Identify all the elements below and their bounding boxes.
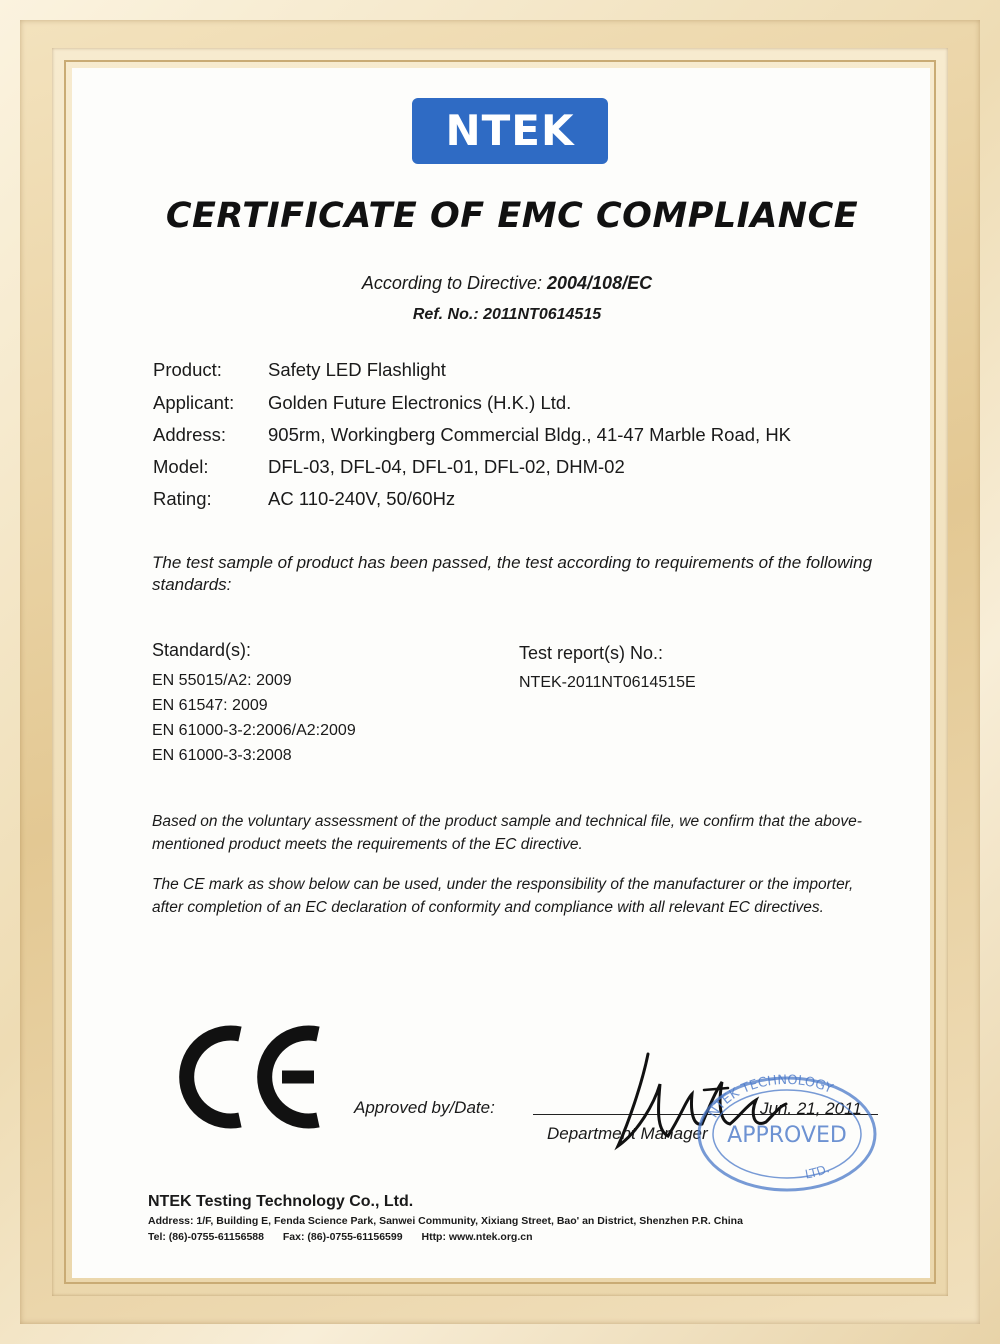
detail-value: AC 110-240V, 50/60Hz bbox=[268, 488, 456, 509]
detail-key: Model: bbox=[153, 456, 209, 477]
standards-heading: Standard(s): bbox=[152, 640, 252, 660]
footer-address: Address: 1/F, Building E, Fenda Science Park, Sanwei Community, Xixiang Street, Bao' an District, Shenzhen P.R. China bbox=[148, 1215, 743, 1227]
footer-fax: Fax: (86)-0755-61156599 bbox=[282, 1231, 403, 1243]
stamp-center-text: APPROVED bbox=[727, 1123, 847, 1148]
reference-number: Ref. No.: 2011NT0614515 bbox=[412, 306, 602, 323]
svg-text:NTEK TECHNOLOGY bbox=[706, 1073, 835, 1121]
detail-value: Golden Future Electronics (H.K.) Ltd. bbox=[268, 392, 572, 413]
standard-item: EN 61000-3-3:2008 bbox=[152, 747, 292, 764]
detail-value: 905rm, Workingberg Commercial Bldg., 41-47 Marble Road, HK bbox=[268, 424, 792, 445]
directive-value: 2004/108/EC bbox=[547, 273, 653, 293]
svg-text:LTD. bbox=[804, 1161, 832, 1181]
detail-value: DFL-03, DFL-04, DFL-01, DFL-02, DHM-02 bbox=[268, 456, 625, 477]
detail-key: Applicant: bbox=[153, 392, 235, 413]
standard-item: EN 61547: 2009 bbox=[152, 697, 268, 714]
standard-item: EN 55015/A2: 2009 bbox=[152, 672, 292, 689]
stamp-bottom-text: LTD. bbox=[803, 1161, 832, 1182]
ce-mark-icon bbox=[178, 1022, 338, 1132]
test-report-heading: Test report(s) No.: bbox=[519, 643, 664, 663]
assessment-paragraph: Based on the voluntary assessment of the product sample and technical file, we confirm that the above-mentioned product meets the requirements of the EC directive. bbox=[152, 813, 862, 853]
footer-tel: Tel: (86)-0755-61156588 bbox=[148, 1231, 264, 1243]
detail-key: Address: bbox=[153, 424, 227, 445]
test-statement: The test sample of product has been passed, the test according to requirements of the following standards: bbox=[152, 553, 873, 594]
ce-mark-paragraph: The CE mark as show below can be used, under the responsibility of the manufacturer or the importer, after completion of an EC declaration of conformity and compliance with all relevant EC directives. bbox=[152, 876, 854, 916]
directive-label: According to Directive: bbox=[361, 273, 542, 293]
detail-key: Product: bbox=[153, 359, 222, 380]
approved-by-label: Approved by/Date: bbox=[354, 1098, 495, 1117]
ntek-logo: NTEK bbox=[412, 98, 608, 164]
approver-role: Department Manager bbox=[547, 1124, 708, 1143]
detail-key: Rating: bbox=[153, 488, 212, 509]
approval-date: Jun. 21, 2011 bbox=[760, 1099, 862, 1118]
test-report-number: NTEK-2011NT0614515E bbox=[519, 674, 696, 691]
standards-list bbox=[152, 668, 356, 768]
standard-item: EN 61000-3-2:2006/A2:2009 bbox=[152, 722, 356, 739]
footer-company: NTEK Testing Technology Co., Ltd. bbox=[148, 1193, 414, 1210]
approval-stamp bbox=[694, 1072, 880, 1192]
stamp-top-text: NTEK TECHNOLOGY bbox=[706, 1072, 835, 1121]
certificate-title: CERTIFICATE OF EMC COMPLIANCE bbox=[165, 196, 859, 236]
footer-contact bbox=[148, 1231, 549, 1243]
directive-line bbox=[72, 273, 942, 294]
detail-value: Safety LED Flashlight bbox=[268, 359, 446, 380]
footer-web: Http: www.ntek.org.cn bbox=[421, 1231, 533, 1243]
